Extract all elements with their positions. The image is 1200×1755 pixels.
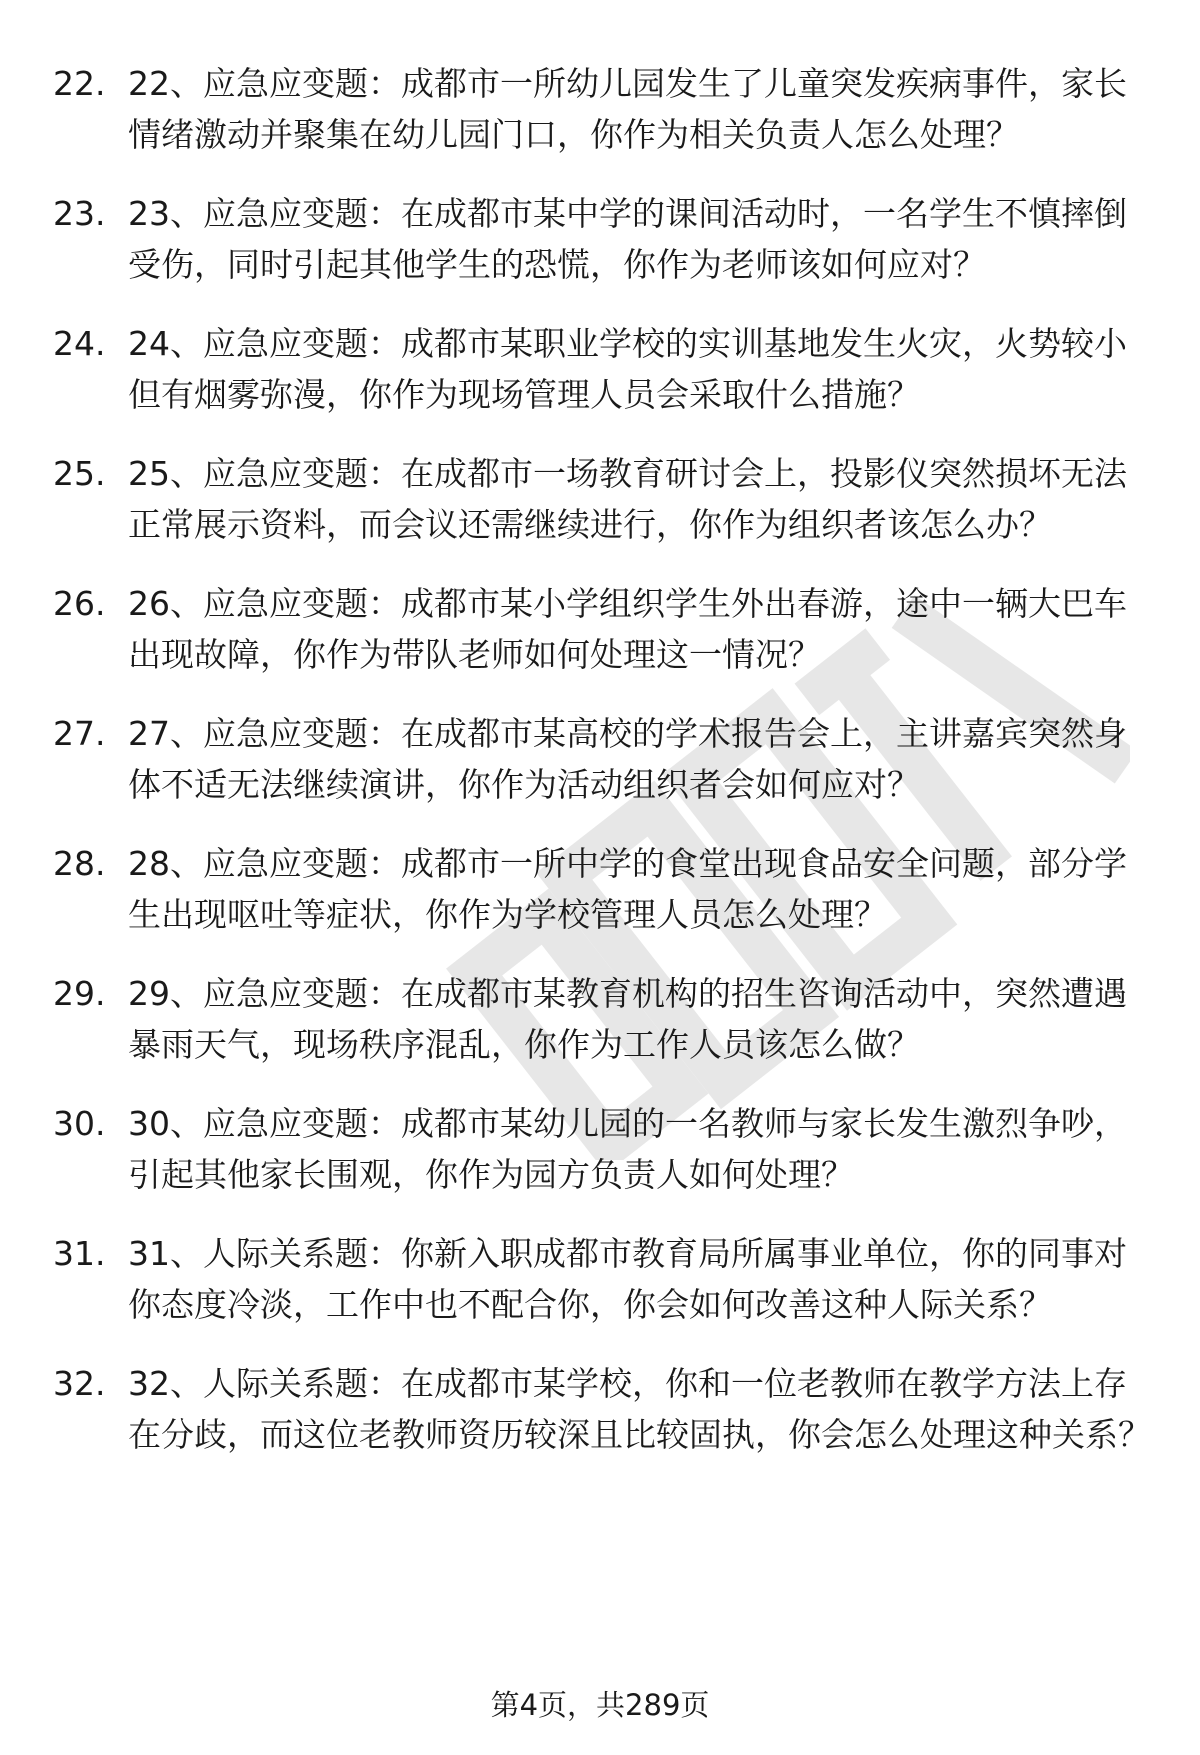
list-item [53,318,1153,420]
list-item [53,1358,1153,1460]
question-text: 32、人际关系题：在成都市某学校，你和一位老教师在教学方法上存在分歧，而这位老教师资历较深且比较固执，你会怎么处理这种关系？ [128,1364,1151,1454]
question-number: 23. [53,194,106,233]
question-text: 29、应急应变题：在成都市某教育机构的招生咨询活动中，突然遭遇暴雨天气，现场秩序混乱，你作为工作人员该怎么做？ [128,974,1127,1064]
question-list [53,58,1153,1488]
list-item [53,448,1153,550]
list-item [53,968,1153,1070]
question-number: 28. [53,844,106,883]
question-number: 29. [53,974,106,1013]
question-number: 30. [53,1104,106,1143]
question-number: 32. [53,1364,106,1403]
list-item [53,1228,1153,1330]
question-text: 23、应急应变题：在成都市某中学的课间活动时，一名学生不慎摔倒受伤，同时引起其他学生的恐慌，你作为老师该如何应对？ [128,194,1127,284]
question-number: 22. [53,64,106,103]
question-text: 31、人际关系题：你新入职成都市教育局所属事业单位，你的同事对你态度冷淡，工作中也不配合你，你会如何改善这种人际关系？ [128,1234,1127,1324]
question-text: 27、应急应变题：在成都市某高校的学术报告会上，主讲嘉宾突然身体不适无法继续演讲，你作为活动组织者会如何应对？ [128,714,1127,804]
page-footer: 第4页，共289页 [490,1688,710,1722]
list-item [53,708,1153,810]
question-text: 24、应急应变题：成都市某职业学校的实训基地发生火灾，火势较小但有烟雾弥漫，你作为现场管理人员会采取什么措施？ [128,324,1127,414]
question-text: 25、应急应变题：在成都市一场教育研讨会上，投影仪突然损坏无法正常展示资料，而会议还需继续进行，你作为组织者该怎么办？ [128,454,1127,544]
question-number: 26. [53,584,106,623]
list-item [53,578,1153,680]
question-number: 31. [53,1234,106,1273]
list-item [53,188,1153,290]
list-item [53,838,1153,940]
question-number: 25. [53,454,106,493]
question-number: 27. [53,714,106,753]
question-text: 28、应急应变题：成都市一所中学的食堂出现食品安全问题，部分学生出现呕吐等症状，你作为学校管理人员怎么处理？ [128,844,1127,934]
list-item [53,58,1153,160]
question-text: 22、应急应变题：成都市一所幼儿园发生了儿童突发疾病事件，家长情绪激动并聚集在幼儿园门口，你作为相关负责人怎么处理？ [128,64,1127,154]
question-text: 26、应急应变题：成都市某小学组织学生外出春游，途中一辆大巴车出现故障，你作为带队老师如何处理这一情况？ [128,584,1127,674]
question-text: 30、应急应变题：成都市某幼儿园的一名教师与家长发生激烈争吵，引起其他家长围观，你作为园方负责人如何处理？ [128,1104,1127,1194]
question-number: 24. [53,324,106,363]
list-item [53,1098,1153,1200]
